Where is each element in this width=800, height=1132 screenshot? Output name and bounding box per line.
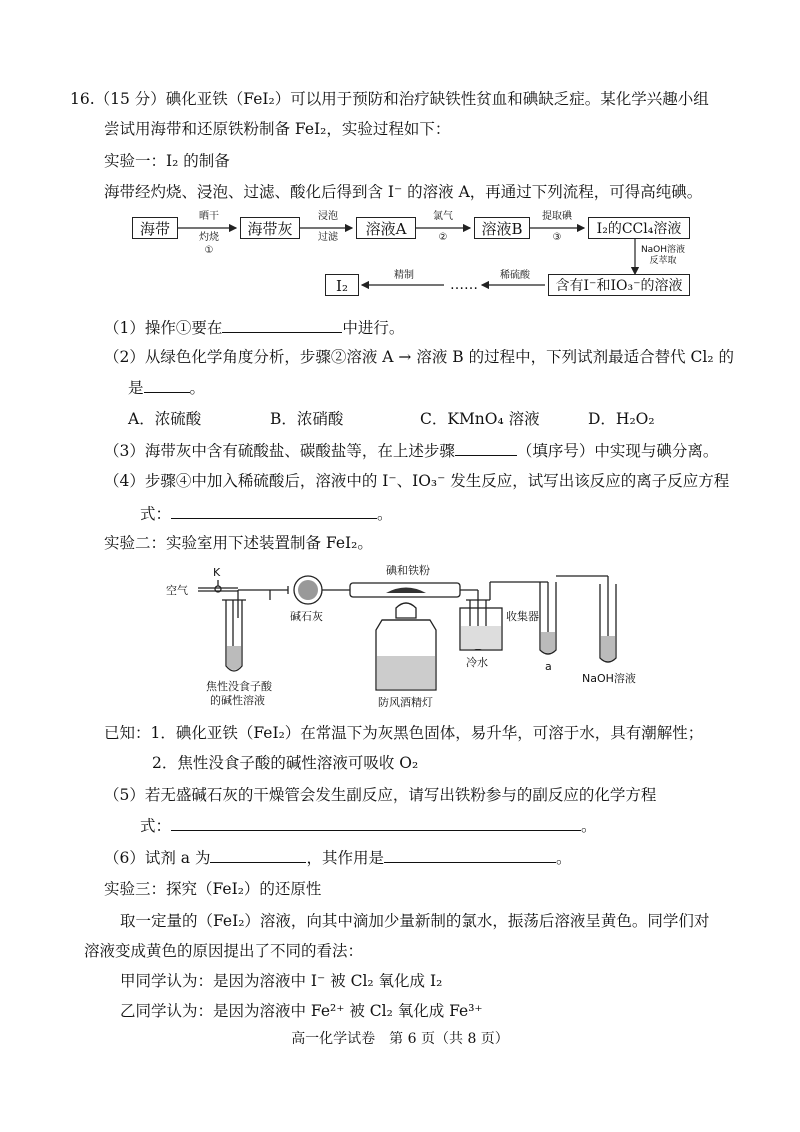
- page-footer: 高一化学试卷 第 6 页（共 8 页）: [291, 1031, 509, 1047]
- box-haidai: 海带: [132, 217, 178, 239]
- q6-text-a: （6）试剂 a 为: [104, 849, 211, 867]
- q2-option-d: D．H₂O₂: [588, 410, 655, 428]
- apparatus-diagram: [160, 560, 640, 710]
- q3-text-b: （填序号）中实现与碘分离。: [516, 442, 719, 460]
- box-i2: I₂: [325, 274, 359, 296]
- exp1-title: 实验一：I₂ 的制备: [104, 152, 230, 170]
- collector-label: 收集器: [506, 610, 539, 623]
- q6-blank-2[interactable]: [384, 846, 556, 863]
- alcohol-lamp-label: 防风酒精灯: [378, 696, 433, 709]
- naoh-label: NaOH溶液: [582, 672, 636, 685]
- q6-text-c: 。: [555, 849, 572, 867]
- box-i-io3-solution: 含有I⁻和IO₃⁻的溶液: [548, 274, 690, 296]
- q4-text-a: 式：: [140, 505, 172, 523]
- q6-blank-1[interactable]: [210, 846, 306, 863]
- box-solution-a: 溶液A: [356, 217, 416, 239]
- q2-text-a: 是: [128, 379, 144, 397]
- box-solution-b: 溶液B: [474, 217, 530, 239]
- known-1: 已知：1．碘化亚铁（FeI₂）在常温下为灰黑色固体，易升华，可溶于水，具有潮解性；: [104, 724, 704, 742]
- refine-label: 精制: [394, 270, 414, 281]
- step2-number: ②: [438, 232, 448, 243]
- filter-label-top: 浸泡: [318, 211, 338, 222]
- cold-water-label: 冷水: [466, 656, 488, 669]
- step3-number: ③: [552, 232, 562, 243]
- naoh-label-2: 反萃取: [649, 256, 677, 266]
- q6-line: [104, 846, 572, 869]
- question-line-2: 尝试用海带和还原铁粉制备 FeI₂，实验过程如下：: [104, 120, 451, 138]
- valve-k-label[interactable]: K: [213, 566, 221, 579]
- step1-number: ①: [204, 245, 214, 256]
- exp3-paragraph-2: 溶液变成黄色的原因提出了不同的看法：: [84, 942, 364, 960]
- student-yi-opinion: 乙同学认为：是因为溶液中 Fe²⁺ 被 Cl₂ 氧化成 Fe³⁺: [120, 1002, 483, 1020]
- step2-label-top: 氯气: [433, 211, 453, 222]
- pyrogallol-label-2: 的碱性溶液: [210, 694, 265, 707]
- q4-line-2: [140, 502, 393, 525]
- air-label: 空气: [166, 584, 188, 597]
- naoh-label-1: NaOH溶液: [640, 245, 686, 255]
- q3-text-a: （3）海带灰中含有硫酸盐、碳酸盐等，在上述步骤: [104, 442, 455, 460]
- q5-line: （5）若无盛碱石灰的干燥管会发生副反应，请写出铁粉参与的副反应的化学方程: [104, 786, 657, 804]
- exp2-title: 实验二：实验室用下述装置制备 FeI₂。: [104, 534, 373, 552]
- q5-line-2: [140, 814, 597, 837]
- q1-line: [104, 316, 404, 339]
- reagent-a-label: a: [545, 660, 552, 673]
- q2-line: （2）从绿色化学角度分析，步骤②溶液 A → 溶液 B 的过程中，下列试剂最适合替代 Cl₂ 的: [104, 348, 734, 366]
- q5-text-b: 。: [581, 817, 597, 835]
- step3-label-top: 提取碘: [542, 211, 572, 222]
- step1-label-mid: 灼烧: [199, 232, 219, 243]
- exp3-title: 实验三：探究（FeI₂）的还原性: [104, 880, 322, 898]
- known-2: 2．焦性没食子酸的碱性溶液可吸收 O₂: [152, 754, 419, 772]
- q1-answer-blank[interactable]: [222, 316, 342, 333]
- q1-text-a: （1）操作①要在: [104, 319, 223, 337]
- iodine-iron-label: 碘和铁粉: [386, 564, 430, 577]
- question-line-1: 16.（15 分）碘化亚铁（FeI₂）可以用于预防和治疗缺铁性贫血和碘缺乏症。某化学兴趣小组: [70, 90, 709, 108]
- student-jia-opinion: 甲同学认为：是因为溶液中 I⁻ 被 Cl₂ 氧化成 I₂: [120, 972, 443, 990]
- filter-label-bottom: 过滤: [318, 232, 338, 243]
- q4-text-b: 。: [377, 505, 393, 523]
- q3-line: [104, 439, 718, 462]
- q1-text-b: 中进行。: [342, 319, 405, 337]
- box-i2-ccl4: I₂的CCl₄溶液: [588, 217, 690, 239]
- q2-option-a: A．浓硫酸: [128, 410, 202, 428]
- q2-text-b: 。: [189, 379, 206, 397]
- exp1-description: 海带经灼烧、浸泡、过滤、酸化后得到含 I⁻ 的溶液 A，再通过下列流程，可得高纯碘。: [104, 183, 703, 201]
- q2-line-2: [128, 376, 205, 399]
- flow-ellipsis: ……: [450, 277, 478, 293]
- step4-label-top: 稀硫酸: [500, 270, 530, 281]
- q4-line: （4）步骤④中加入稀硫酸后，溶液中的 I⁻、IO₃⁻ 发生反应，试写出该反应的离子反应方程: [104, 472, 730, 490]
- q2-option-c: C．KMnO₄ 溶液: [420, 410, 540, 428]
- soda-lime-label: 碱石灰: [290, 610, 323, 623]
- q5-text-a: 式：: [140, 817, 172, 835]
- iodine-flowchart: [130, 212, 690, 304]
- step1-label-top: 晒干: [199, 211, 219, 222]
- q4-answer-blank[interactable]: [171, 502, 377, 519]
- q2-answer-blank[interactable]: [144, 376, 190, 393]
- q5-answer-blank[interactable]: [171, 814, 581, 831]
- q2-option-b: B．浓硝酸: [270, 410, 344, 428]
- pyrogallol-label-1: 焦性没食子酸: [206, 680, 272, 693]
- q6-text-b: ，其作用是: [306, 849, 384, 867]
- q3-answer-blank[interactable]: [455, 439, 517, 456]
- box-haidaihui: 海带灰: [240, 217, 300, 239]
- exp3-paragraph-1: 取一定量的（FeI₂）溶液，向其中滴加少量新制的氯水，振荡后溶液呈黄色。同学们对: [120, 912, 710, 930]
